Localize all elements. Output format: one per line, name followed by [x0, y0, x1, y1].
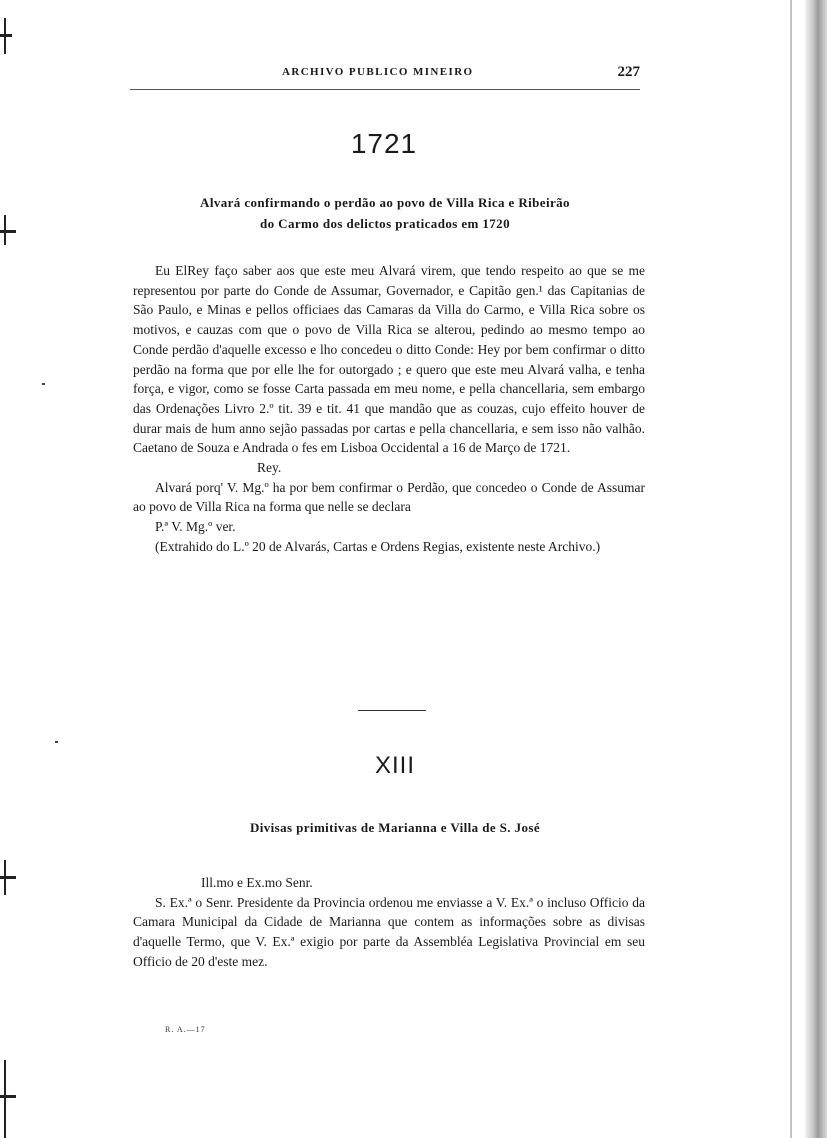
scan-margin-mark — [0, 876, 16, 879]
running-title: ARCHIVO PUBLICO MINEIRO — [282, 66, 474, 78]
body-paragraph: Alvará porq' V. Mg.º ha por bem confirmar o Perdão, que concedeo o Conde de Assumar ao povo de Villa Rica na forma que nelle se declara — [133, 479, 645, 515]
document-year: 1721 — [350, 128, 418, 159]
source-note: (Extrahido do L.º 20 de Alvarás, Cartas e Ordens Regias, existente neste Archivo.) — [155, 538, 601, 554]
scan-speck — [42, 383, 45, 385]
scan-margin-mark — [4, 18, 6, 54]
body-paragraph: P.ª V. Mg.º ver. — [155, 519, 236, 535]
scan-edge-right — [805, 0, 827, 1138]
scan-margin-mark — [4, 860, 6, 895]
scan-speck — [55, 741, 58, 743]
scan-margin-mark — [0, 1095, 16, 1098]
document-title — [120, 192, 650, 234]
scan-margin-mark — [0, 230, 16, 233]
signature-rey: Rey. — [257, 460, 282, 476]
scan-edge-line — [790, 0, 792, 1138]
section-title: Divisas primitivas de Marianna e Villa de S. José — [249, 820, 541, 835]
scan-margin-mark — [0, 34, 12, 37]
scan-margin-mark — [4, 215, 6, 245]
body-paragraph: Eu ElRey faço saber aos que este meu Alvará virem, que tendo respeito ao que se me representou por parte do Conde de Assumar, Governador, e Capitão gen.¹ das Capitanias de São Paulo, e Minas e pellos officiaes das Camaras da Villa do Carmo, e Villa Rica sobre os motivos, e cauzas com que o povo de Villa Rica se alterou, pedindo ao mesmo tempo ao Conde perdão d'aquelle excesso e lho concedeu o ditto Conde: Hey por bem confirmar o ditto perdão na forma que por elle lhe for outorgado ; e quero que este meu Alvará valha, e tenha força, e vigor, como se fosse Carta passada em meu nome, e pella chancellaria, sem embargo das Ordenações Livro 2.º tit. 39 e tit. 41 que mandão que as couzas, cujo effeito houver de durar mais de hum anno sejão passadas por cartas e pella chancellaria, e sem isso não valhão. Caetano de Souza e Andrada o fes em Lisboa Occidental a 16 de Março de 1721. — [133, 263, 645, 456]
printer-signature-mark: R. A.—17 — [165, 1025, 206, 1034]
section-divider — [358, 710, 426, 711]
page-number: 227 — [617, 64, 640, 80]
salutation: Ill.mo e Ex.mo Senr. — [201, 875, 313, 890]
header-rule — [130, 89, 640, 90]
scan-margin-mark — [4, 1060, 6, 1138]
section-body — [133, 873, 645, 972]
document-body — [133, 261, 645, 557]
section-number: XIII — [374, 752, 415, 779]
document-title-line: do Carmo dos delictos praticados em 1720 — [260, 216, 510, 231]
body-paragraph: S. Ex.ª o Senr. Presidente da Provincia ordenou me enviasse a V. Ex.ª o incluso Officio da Camara Municipal da Cidade de Marianna que contem as informações sobre as divisas d'aquelle Termo, que V. Ex.ª exigio por parte da Assembléa Legislativa Provincial em seu Officio de 20 d'este mez. — [133, 894, 645, 969]
document-title-line: Alvará confirmando o perdão ao povo de Villa Rica e Ribeirão — [200, 195, 570, 210]
running-header — [130, 64, 640, 84]
